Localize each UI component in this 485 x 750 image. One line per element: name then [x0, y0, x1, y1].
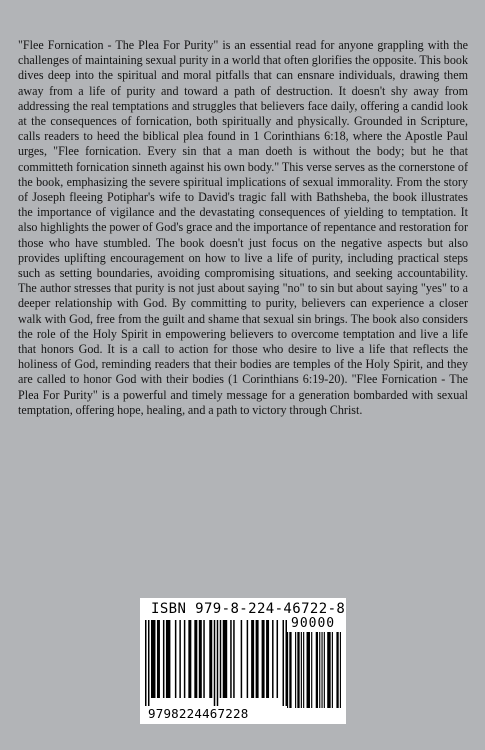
addon-bar [327, 632, 330, 708]
addon-bar [301, 632, 302, 708]
addon-bar [316, 632, 318, 708]
ean-bar [203, 620, 204, 698]
ean-bar [230, 620, 231, 698]
ean-digits: 9798224467228 [148, 706, 249, 721]
ean-bar [175, 620, 176, 698]
ean-bar [272, 620, 273, 698]
addon-bar [321, 632, 322, 708]
ean-bar [163, 620, 164, 698]
ean-bar [184, 620, 185, 698]
book-description: "Flee Fornication - The Plea For Purity" is an essential read for anyone grappling with the challenges of maintaining sexual purity in a world that often glorifies the opposite. This book dives deep into the spiritual and moral pitfalls that can ensnare individuals, drawing them away from a life of purity and toward a path of destruction. It doesn't shy away from addressing the real temptations and struggles that believers face daily, offering a candid look at the consequences of fornication, both spiritually and physically. Grounded in Scripture, calls readers to heed the biblical plea found in 1 Corinthians 6:18, where the Apostle Paul urges, "Flee fornication. Every sin that a man doeth is without the body; but he that committeth fornication sinneth against his own body." This verse serves as the cornerstone of the book, emphasizing the severe spiritual implications of sexual immorality. From the story of Joseph fleeing Potiphar's wife to David's tragic fall with Bathsheba, the book illustrates the importance of vigilance and the devastating consequences of yielding to temptation. It also highlights the power of God's grace and the importance of repentance and restoration for those who have stumbled. The book doesn't just focus on the negative aspects but also provides uplifting encouragement on how to live a life of purity, including practical steps such as setting boundaries, avoiding compromising situations, and seeking accountability. The author stresses that purity is not just about saying "no" to sin but about saying "yes" to a deeper relationship with God. By committing to purity, believers can experience a closer walk with God, free from the guilt and shame that sexual sin brings. The book also considers the role of the Holy Spirit in empowering believers to overcome temptation and live a life that honors God. It is a call to action for those who desire to live a life that reflects the holiness of God, reminding readers that their bodies are temples of the Holy Spirit, and they are called to honor God with their bodies (1 Corinthians 6:19-20). "Flee Fornication - The Plea For Purity" is a powerful and timely message for a generation bombarded with sexual temptation, offering hope, healing, and a path to victory through Christ. [18, 38, 468, 417]
ean-bar [262, 620, 265, 698]
ean-bars [145, 620, 287, 706]
isbn-label: ISBN 979-8-224-46722-8 [151, 601, 346, 617]
ean-bar [233, 620, 234, 698]
ean-bar [151, 620, 155, 698]
addon-bar [336, 632, 338, 708]
ean-bar [266, 620, 269, 698]
ean-bar [214, 620, 215, 706]
ean-bar [277, 620, 278, 698]
ean-bar [194, 620, 197, 698]
ean-bar [209, 620, 212, 698]
addon-bar [319, 632, 320, 708]
isbn-barcode [140, 598, 346, 724]
ean-bar [145, 620, 146, 706]
addon-bar [289, 632, 291, 708]
ean-bar [220, 620, 221, 698]
addon-digits: 90000 [291, 616, 336, 631]
ean-bar [148, 620, 149, 706]
ean-bar [241, 620, 242, 698]
ean-bar [251, 620, 254, 698]
ean-bar [223, 620, 227, 698]
addon-bar [311, 632, 312, 708]
ean-bar [247, 620, 248, 698]
ean-bar [199, 620, 202, 698]
ean-bar [166, 620, 170, 698]
addon-bar [307, 632, 310, 708]
ean-bar [188, 620, 191, 698]
ean-bar [256, 620, 259, 698]
addon-bar [295, 632, 296, 708]
addon-bars [287, 632, 341, 708]
ean-bar [179, 620, 180, 698]
ean-bar [157, 620, 160, 698]
ean-bar [283, 620, 284, 706]
addon-bar [287, 632, 288, 708]
addon-bar [303, 632, 304, 708]
addon-bar [340, 632, 341, 708]
addon-bar [324, 632, 325, 708]
addon-bar [297, 632, 299, 708]
addon-bar [332, 632, 333, 708]
ean-bar [217, 620, 218, 706]
